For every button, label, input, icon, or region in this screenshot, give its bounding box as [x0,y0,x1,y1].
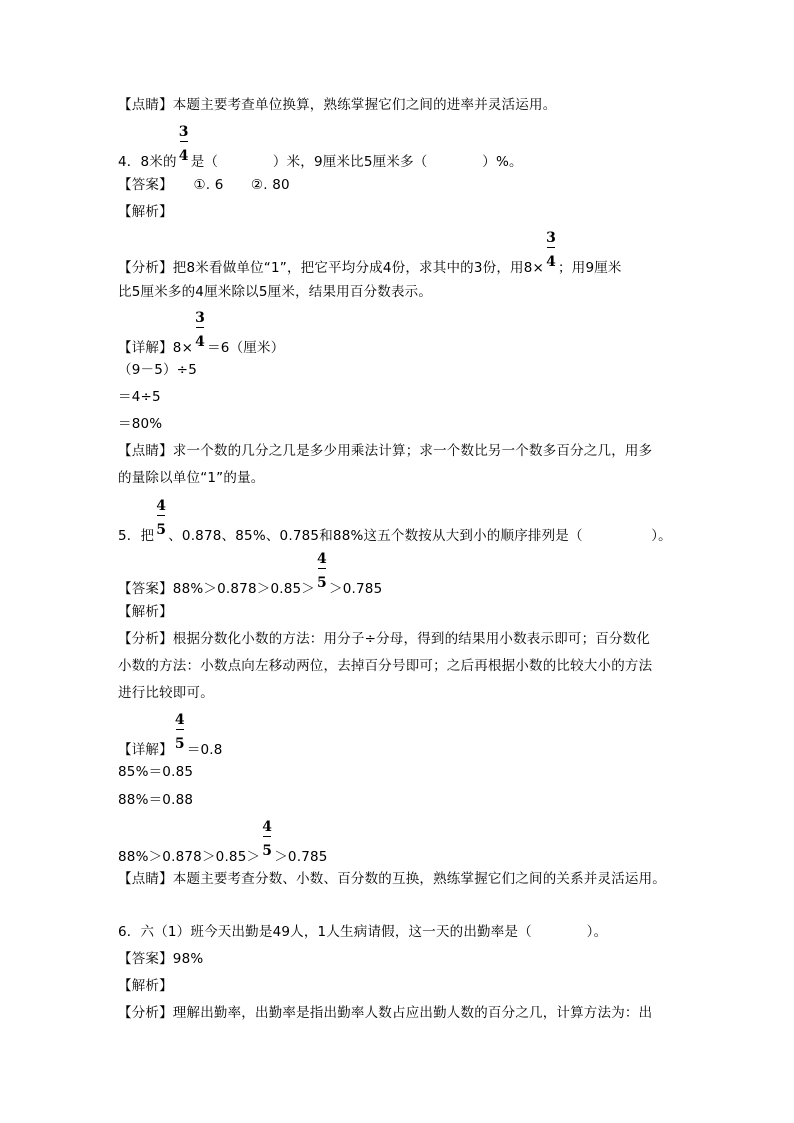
q5-step1: 85%＝0.85 [118,764,194,780]
q5-analysis-line1: 【分析】根据分数化小数的方法：用分子÷分母，得到的结果用小数表示即可；百分数化 [118,631,651,647]
q4-analysis-line1: 【分析】把8米看做单位“1”，把它平均分成4份，求其中的3份，用8× $\frac{3}{4}$ ；用9厘米 [118,230,622,276]
fraction-four-fifths: $\frac{4}{5}$ [317,551,327,591]
q5-analysis-line2: 小数的方法：小数点向左移动两位，去掉百分号即可；之后再根据小数的比较大小的方法 [118,658,653,674]
q5-tip: 【点睛】本题主要考查分数、小数、百分数的互换，熟练掌握它们之间的关系并灵活运用。 [118,871,666,887]
fraction-four-fifths: $\frac{4}{5}$ [174,712,185,752]
q4-detail: 【详解】8× $\frac{3}{4}$ ＝6（厘米） [118,310,285,356]
q4-analysis-line2: 比5厘米多的4厘米除以5厘米，结果用百分数表示。 [118,284,433,300]
q6-stem: 6．六（1）班今天出勤是49人，1人生病请假，这一天的出勤率是（ ）。 [118,924,608,940]
q5-detail: 【详解】 $\frac{4}{5}$ ＝0.8 [118,712,223,758]
fraction-three-quarters: $\frac{3}{4}$ [195,310,206,350]
q4-step2: ＝4÷5 [118,389,161,405]
q6-answer: 【答案】98% [118,951,204,967]
q4-tip-line1: 【点睛】求一个数的几分之几是多少用乘法计算；求一个数比另一个数多百分之几，用多 [118,443,653,459]
fraction-three-quarters: $\frac{3}{4}$ [178,124,189,164]
q3-tip: 【点睛】本题主要考查单位换算，熟练掌握它们之间的进率并灵活运用。 [118,97,557,113]
q4-stem-part-b: 是（ ）米，9厘米比5厘米多（ ）%。 [190,154,523,170]
q4-stem [118,124,523,170]
q5-stem: 5．把 $\frac{4}{5}$ 、0.878、85%、0.785和88%这五个数按从大到小的顺序排列是（ ）。 [118,498,672,544]
q4-step3: ＝80% [118,416,163,432]
q5-jiexi-label: 【解析】 [118,604,173,620]
q5-step3: 88%＞0.878＞0.85＞ $\frac{4}{5}$ ＞0.785 [118,819,328,865]
q6-jiexi-label: 【解析】 [118,978,173,994]
q5-analysis-line3: 进行比较即可。 [118,685,214,701]
q4-answer: 【答案】 ①. 6 ②. 80 [118,177,290,193]
q5-step2: 88%＝0.88 [118,792,194,808]
q4-tip-line2: 的量除以单位“1”的量。 [118,470,265,486]
fraction-four-fifths: $\frac{4}{5}$ [156,498,167,538]
fraction-three-quarters: $\frac{3}{4}$ [546,230,557,270]
q4-jiexi-label: 【解析】 [118,204,173,220]
q6-analysis-line1: 【分析】理解出勤率，出勤率是指出勤率人数占应出勤人数的百分之几，计算方法为：出 [118,1005,653,1021]
q4-stem-part-a: 4．8米的 [118,154,177,170]
fraction-four-fifths: $\frac{4}{5}$ [262,819,273,859]
q5-answer: 【答案】88%＞0.878＞0.85＞ $\frac{4}{5}$ ＞0.785 [118,551,383,597]
q4-step1: （9－5）÷5 [118,362,197,378]
